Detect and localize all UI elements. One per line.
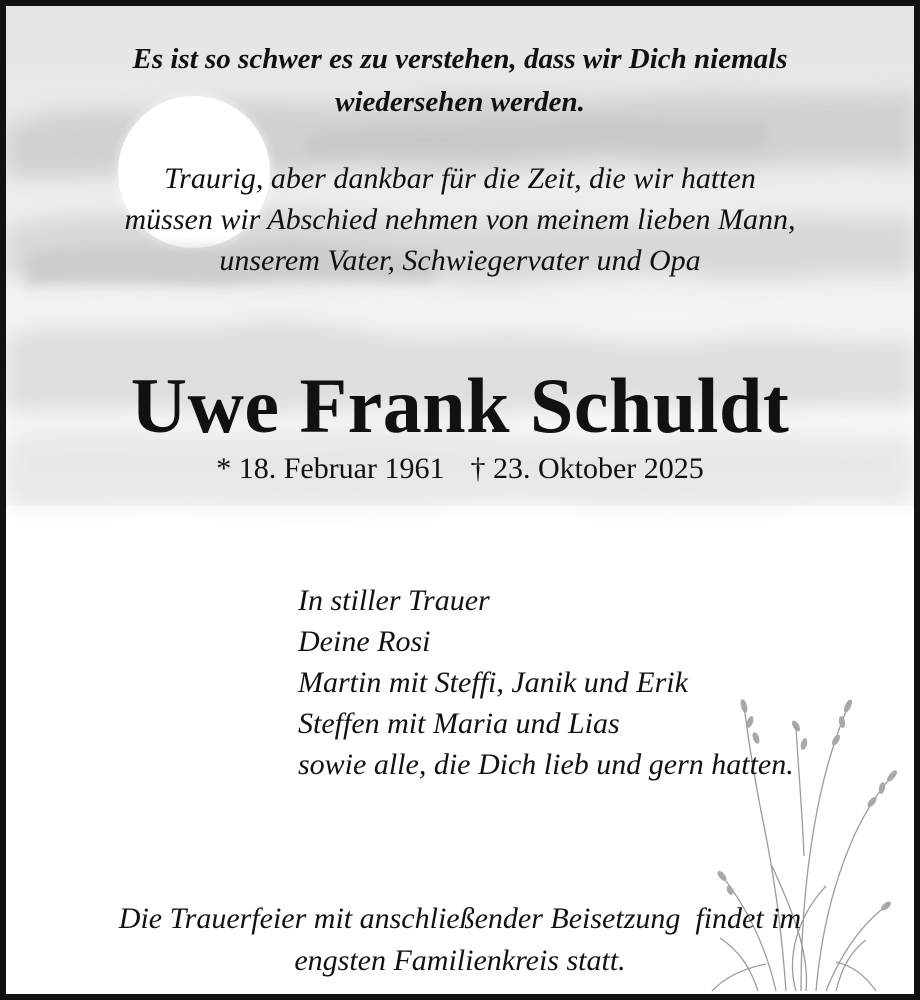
birth-date: * 18. Februar 1961 [216, 452, 445, 485]
life-dates [6, 451, 914, 487]
mourner-line: Steffen mit Maria und Lias [298, 707, 620, 740]
death-date: † 23. Oktober 2025 [470, 452, 704, 485]
verse-line-2: wiedersehen werden. [335, 86, 585, 118]
intro-text [6, 158, 914, 281]
intro-line-3: unserem Vater, Schwiegervater und Opa [219, 244, 701, 277]
deceased-name: Uwe Frank Schuldt [130, 362, 790, 449]
intro-line-2: müssen wir Abschied nehmen von meinem lieben Mann, [124, 203, 796, 236]
intro-line-1: Traurig, aber dankbar für die Zeit, die wir hatten [164, 162, 756, 195]
mourner-line: In stiller Trauer [298, 584, 490, 617]
verse [6, 38, 914, 124]
obituary-content [6, 6, 914, 994]
mourners-list [298, 580, 898, 785]
verse-line-1: Es ist so schwer es zu verstehen, dass wir Dich niemals [132, 43, 788, 75]
mourner-line: sowie alle, die Dich lieb und gern hatten. [298, 748, 794, 781]
funeral-notice [6, 898, 914, 982]
notice-line-1: Die Trauerfeier mit anschließender Beisetzung findet im [118, 902, 802, 935]
mourner-line: Deine Rosi [298, 625, 431, 658]
mourner-line: Martin mit Steffi, Janik und Erik [298, 666, 688, 699]
notice-line-2: engsten Familienkreis statt. [294, 944, 626, 977]
